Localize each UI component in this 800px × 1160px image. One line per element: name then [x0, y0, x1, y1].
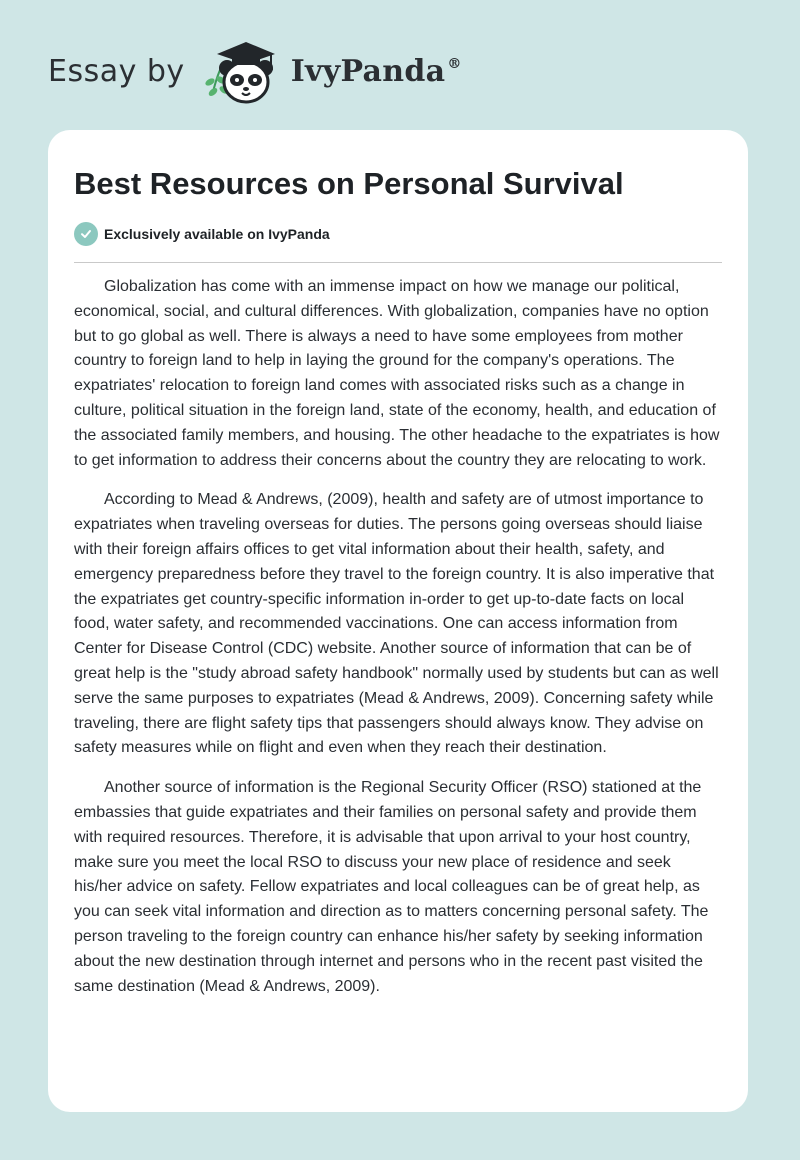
- essay-by-label: Essay by: [48, 53, 185, 89]
- brand-name[interactable]: [291, 54, 462, 89]
- exclusive-badge: [74, 222, 722, 246]
- site-header: [48, 36, 462, 106]
- paragraph-2: According to Mead & Andrews, (2009), health and safety are of utmost importance to expatriates when traveling overseas for duties. The persons going overseas should liaise with their foreign affairs offices to get vital information about their health, safety, and emergency preparedness before they travel to the foreign country. It is also imperative that the expatriates get country-specific information in-order to get up-to-date facts on local food, water safety, and recommended vaccinations. One can access information from Center for Disease Control (CDC) website. Another source of information that can be of great help is the "study abroad safety handbook" normally used by students but can as well serve the same purposes to expatriates (Mead & Andrews, 2009). Concerning safety while traveling, there are flight safety tips that passengers should always know. They advise on safety measures while on flight and even when they reach their destination.: [74, 491, 719, 757]
- panda-graduate-icon[interactable]: [199, 36, 285, 106]
- page-title: Best Resources on Personal Survival: [74, 166, 624, 201]
- essay-card: [48, 130, 748, 1112]
- brand-name-text: IvyPanda: [290, 53, 446, 89]
- paragraph-3: Another source of information is the Regional Security Officer (RSO) stationed at the embassies that guide expatriates and their families on personal safety and provide them with required resources. Therefore, it is advisable that upon arrival to your host country, make sure you meet the local RSO to discuss your new place of residence and seek his/her advice on safety. Fellow expatriates and local colleagues can be of great help, as you can seek vital information and direction as to matters concerning personal safety. The person traveling to the foreign country can enhance his/her safety by seeking information about the new destination through internet and persons who in the recent past visited the same destination (Mead & Andrews, 2009).: [74, 779, 709, 995]
- registered-mark: ®: [447, 55, 462, 72]
- paragraph-1: Globalization has come with an immense impact on how we manage our political, economical, social, and cultural differences. With globalization, companies have no option but to go global as well. There is always a need to have some employees from mother country to foreign land to help in laying the ground for the company's operations. The expatriates' relocation to foreign land comes with associated risks such as a change in culture, political situation in the foreign land, state of the economy, health, and education of the associated family members, and housing. The other headache to the expatriates is how to get information to address their concerns about the country they are relocating to work.: [74, 278, 720, 469]
- divider: [74, 262, 722, 263]
- check-icon: [74, 222, 98, 246]
- badge-text: Exclusively available on IvyPanda: [104, 226, 330, 242]
